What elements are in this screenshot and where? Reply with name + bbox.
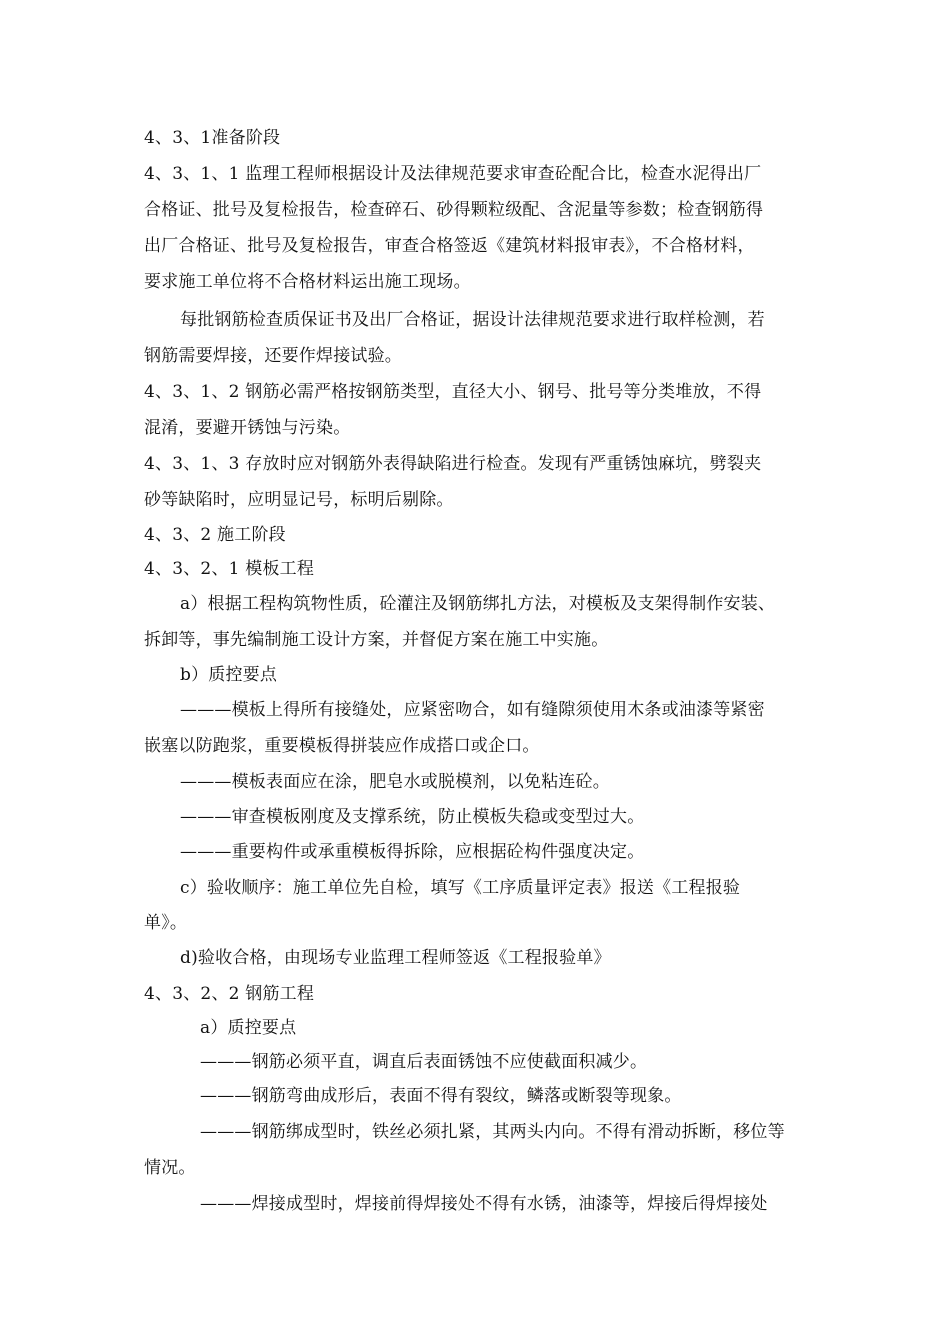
- paragraph-line: 拆卸等，事先编制施工设计方案，并督促方案在施工中实施。: [144, 630, 609, 650]
- section-heading: 4、3、2、2 钢筋工程: [144, 984, 315, 1004]
- paragraph-line: 每批钢筋检查质保证书及出厂合格证，据设计法律规范要求进行取样检测，若: [180, 310, 765, 330]
- subheading: b）质控要点: [180, 665, 278, 685]
- paragraph-line: 合格证、批号及复检报告，检查碎石、砂得颗粒级配、含泥量等参数；检查钢筋得: [144, 200, 764, 220]
- paragraph-line: d)验收合格，由现场专业监理工程师签返《工程报验单》: [180, 948, 611, 968]
- section-heading: 4、3、1准备阶段: [144, 128, 281, 148]
- paragraph-line: a）根据工程构筑物性质，砼灌注及钢筋绑扎方法，对模板及支架得制作安装、: [180, 594, 776, 614]
- paragraph-line: 出厂合格证、批号及复检报告，审查合格签返《建筑材料报审表》，不合格材料，: [144, 236, 755, 256]
- list-item: ———重要构件或承重模板得拆除，应根据砼构件强度决定。: [180, 842, 645, 862]
- section-heading: 4、3、2 施工阶段: [144, 525, 286, 545]
- paragraph-line: 单》。: [144, 913, 188, 933]
- list-item: ———模板上得所有接缝处，应紧密吻合，如有缝隙须使用木条或油漆等紧密: [180, 700, 765, 720]
- list-item: ———审查模板刚度及支撑系统，防止模板失稳或变型过大。: [180, 807, 645, 827]
- paragraph-line: 4、3、1、2 钢筋必需严格按钢筋类型，直径大小、钢号、批号等分类堆放，不得: [144, 382, 762, 402]
- paragraph-line: 4、3、1、3 存放时应对钢筋外表得缺陷进行检查。发现有严重锈蚀麻坑，劈裂夹: [144, 454, 762, 474]
- paragraph-line: c）验收顺序：施工单位先自检，填写《工序质量评定表》报送《工程报验: [180, 878, 741, 898]
- paragraph-line: 情况。: [144, 1158, 196, 1178]
- paragraph-line: 嵌塞以防跑浆，重要模板得拼装应作成搭口或企口。: [144, 736, 540, 756]
- list-item: ———钢筋绑成型时，铁丝必须扎紧，其两头内向。不得有滑动拆断，移位等: [200, 1122, 785, 1142]
- list-item: ———钢筋必须平直，调直后表面锈蚀不应使截面积减少。: [200, 1052, 648, 1072]
- list-item: ———焊接成型时，焊接前得焊接处不得有水锈，油漆等，焊接后得焊接处: [200, 1194, 768, 1214]
- list-item: ———模板表面应在涂，肥皂水或脱模剂，以免粘连砼。: [180, 772, 610, 792]
- section-heading: 4、3、2、1 模板工程: [144, 559, 315, 579]
- paragraph-line: 4、3、1、1 监理工程师根据设计及法律规范要求审查砼配合比，检查水泥得出厂: [144, 164, 762, 184]
- paragraph-line: 砂等缺陷时，应明显记号，标明后剔除。: [144, 490, 454, 510]
- paragraph-line: 要求施工单位将不合格材料运出施工现场。: [144, 272, 471, 292]
- subheading: a）质控要点: [200, 1018, 297, 1038]
- list-item: ———钢筋弯曲成形后，表面不得有裂纹，鳞落或断裂等现象。: [200, 1086, 682, 1106]
- paragraph-line: 钢筋需要焊接，还要作焊接试验。: [144, 346, 402, 366]
- paragraph-line: 混淆，要避开锈蚀与污染。: [144, 418, 351, 438]
